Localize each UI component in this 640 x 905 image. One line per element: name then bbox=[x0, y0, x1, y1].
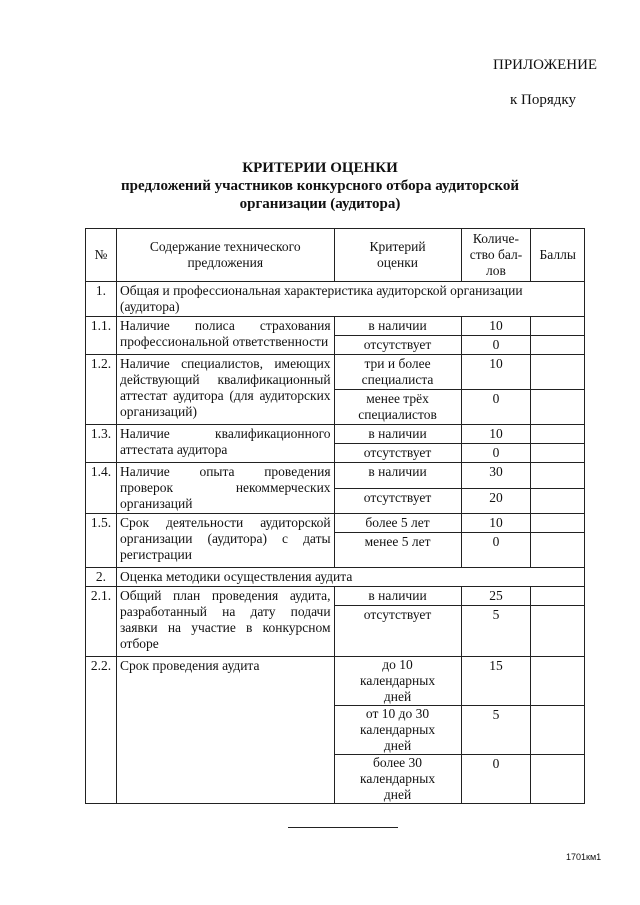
row-content: Наличие полиса страхования профессиональной ответственности bbox=[116, 317, 334, 355]
table-row bbox=[86, 317, 585, 336]
row-count: 5 bbox=[461, 606, 531, 657]
row-criterion: три и более специалиста bbox=[334, 355, 461, 390]
row-criterion: менее 5 лет bbox=[334, 533, 461, 568]
row-criterion: до 10 календарных дней bbox=[334, 657, 461, 706]
row-points bbox=[531, 463, 585, 489]
page-title: КРИТЕРИИ ОЦЕНКИ bbox=[242, 160, 398, 176]
row-points bbox=[531, 317, 585, 336]
row-points bbox=[531, 657, 585, 706]
page-subtitle-line1: предложений участников конкурсного отбора аудиторской bbox=[121, 178, 519, 194]
row-criterion: в наличии bbox=[334, 587, 461, 606]
row-criterion: в наличии bbox=[334, 425, 461, 444]
row-criterion: менее трёх специалистов bbox=[334, 390, 461, 425]
section-num: 2. bbox=[86, 568, 117, 587]
table-row bbox=[86, 568, 585, 587]
table-row bbox=[86, 514, 585, 533]
row-criterion: от 10 до 30 календарных дней bbox=[334, 706, 461, 755]
row-content: Срок проведения аудита bbox=[116, 657, 334, 804]
header-content: Содержание технического предложения bbox=[116, 229, 334, 282]
header-points: Баллы bbox=[531, 229, 585, 282]
row-count: 0 bbox=[461, 533, 531, 568]
row-num: 2.1. bbox=[86, 587, 117, 657]
criteria-table bbox=[85, 228, 585, 804]
footer-divider bbox=[288, 827, 398, 828]
row-points bbox=[531, 390, 585, 425]
row-points bbox=[531, 336, 585, 355]
row-count: 30 bbox=[461, 463, 531, 489]
row-content: Срок деятельности аудиторской организации (аудитора) с даты регистрации bbox=[116, 514, 334, 568]
row-points bbox=[531, 533, 585, 568]
row-criterion: отсутствует bbox=[334, 444, 461, 463]
row-points bbox=[531, 425, 585, 444]
row-content: Наличие опыта проведения проверок некоммерческих организаций bbox=[116, 463, 334, 514]
row-count: 10 bbox=[461, 317, 531, 336]
row-criterion: более 30 календарных дней bbox=[334, 755, 461, 804]
row-points bbox=[531, 514, 585, 533]
row-criterion: в наличии bbox=[334, 463, 461, 489]
row-criterion: более 5 лет bbox=[334, 514, 461, 533]
row-count: 15 bbox=[461, 657, 531, 706]
row-criterion: отсутствует bbox=[334, 488, 461, 514]
table-row bbox=[86, 425, 585, 444]
row-num: 1.4. bbox=[86, 463, 117, 514]
section-num: 1. bbox=[86, 282, 117, 317]
row-count: 0 bbox=[461, 444, 531, 463]
row-content: Наличие квалификационного аттестата аудитора bbox=[116, 425, 334, 463]
row-content: Общий план проведения аудита, разработанный на дату подачи заявки на участие в конкурсном отборе bbox=[116, 587, 334, 657]
row-count: 10 bbox=[461, 425, 531, 444]
header-num: № bbox=[86, 229, 117, 282]
row-count: 0 bbox=[461, 336, 531, 355]
table-row bbox=[86, 282, 585, 317]
row-num: 1.2. bbox=[86, 355, 117, 425]
row-points bbox=[531, 606, 585, 657]
row-points bbox=[531, 587, 585, 606]
row-points bbox=[531, 488, 585, 514]
row-criterion: в наличии bbox=[334, 317, 461, 336]
table-header-row bbox=[86, 229, 585, 282]
row-count: 0 bbox=[461, 390, 531, 425]
table-row bbox=[86, 587, 585, 606]
row-count: 0 bbox=[461, 755, 531, 804]
section-title: Общая и профессиональная характеристика аудиторской организации (аудитора) bbox=[116, 282, 584, 317]
row-points bbox=[531, 755, 585, 804]
page-subtitle-line2: организации (аудитора) bbox=[239, 196, 401, 212]
header-criterion: Критерий оценки bbox=[334, 229, 461, 282]
document-code: 1701км1 bbox=[566, 852, 602, 862]
row-num: 1.1. bbox=[86, 317, 117, 355]
row-points bbox=[531, 706, 585, 755]
row-count: 5 bbox=[461, 706, 531, 755]
table-row bbox=[86, 657, 585, 706]
row-content: Наличие специалистов, имеющих действующий квалификационный аттестат аудитора (для аудиторских организаций) bbox=[116, 355, 334, 425]
row-count: 10 bbox=[461, 514, 531, 533]
row-count: 10 bbox=[461, 355, 531, 390]
row-points bbox=[531, 355, 585, 390]
table-row bbox=[86, 355, 585, 390]
row-criterion: отсутствует bbox=[334, 336, 461, 355]
row-count: 25 bbox=[461, 587, 531, 606]
section-title: Оценка методики осуществления аудита bbox=[116, 568, 584, 587]
row-count: 20 bbox=[461, 488, 531, 514]
header-count: Количе-ство бал-лов bbox=[461, 229, 531, 282]
row-num: 1.3. bbox=[86, 425, 117, 463]
row-criterion: отсутствует bbox=[334, 606, 461, 657]
to-order-label: к Порядку bbox=[510, 92, 576, 108]
appendix-label: ПРИЛОЖЕНИЕ bbox=[493, 57, 598, 73]
table-row bbox=[86, 463, 585, 489]
row-points bbox=[531, 444, 585, 463]
row-num: 1.5. bbox=[86, 514, 117, 568]
row-num: 2.2. bbox=[86, 657, 117, 804]
